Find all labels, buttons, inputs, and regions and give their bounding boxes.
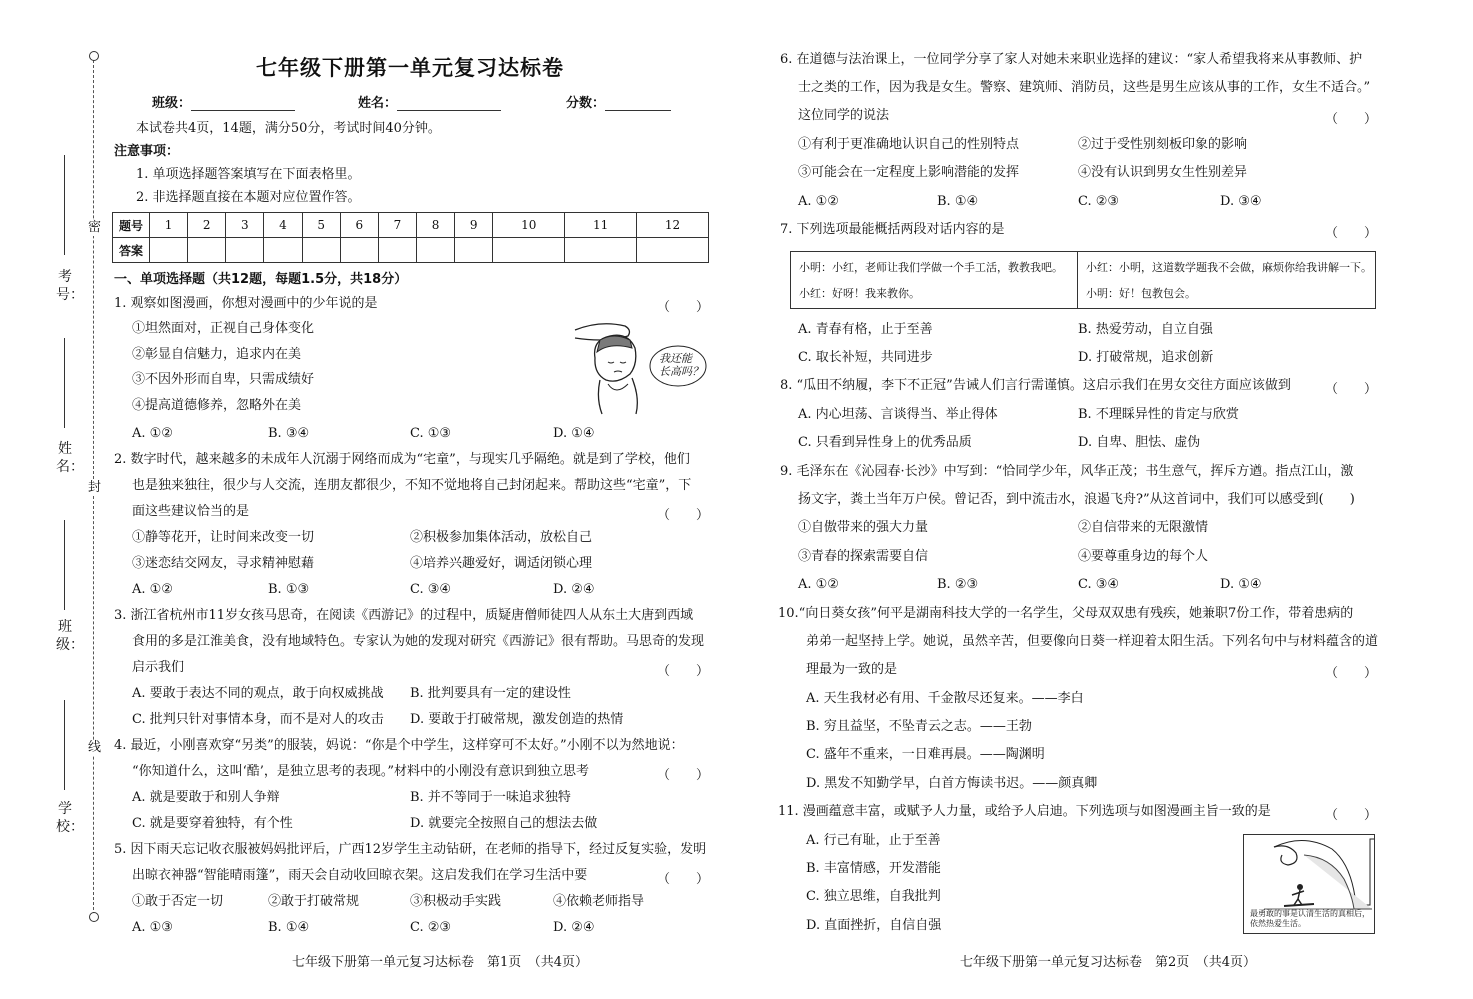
- answer-choice: A. 内心坦荡、言谈得当、举止得体: [798, 407, 998, 422]
- dialogue-left: [791, 252, 1078, 308]
- answer-choice: C. 就是要穿着独特，有个性: [132, 816, 293, 831]
- answer-choice: D. ①④: [553, 426, 595, 441]
- question-number-cell: 1: [150, 213, 188, 238]
- answer-choice: A. 就是要敢于和别人争辩: [132, 790, 280, 805]
- question-number-cell: 7: [378, 213, 416, 238]
- question-number-cell: 11: [565, 213, 637, 238]
- class-field-label: 班级：: [152, 96, 192, 111]
- answer-choice: C. ③④: [410, 582, 452, 597]
- margin-hole: [89, 912, 99, 922]
- cartoon-caption-line: 最勇敢的事是认清生活的真相后，: [1250, 909, 1370, 918]
- dialogue-line: 小红：小明，这道数学题我不会做，麻烦你给我讲解一下。: [1086, 261, 1372, 274]
- answer-choice: B. 穷且益坚，不坠青云之志。——王勃: [806, 719, 1032, 734]
- answer-choice: C. ③④: [1078, 577, 1120, 592]
- section-heading: 一、单项选择题（共12题，每题1.5分，共18分）: [114, 272, 408, 287]
- question-stem: 1. 观察如图漫画，你想对漫画中的少年说的是: [114, 296, 378, 311]
- class-field: [152, 92, 295, 111]
- answer-choice: C. ②③: [1078, 194, 1120, 209]
- answer-choice: C. 独立思维，自我批判: [806, 889, 941, 904]
- question-stem: 7. 下列选项最能概括两段对话内容的是: [780, 222, 1005, 237]
- answer-choice: D. 自卑、胆怯、虚伪: [1078, 435, 1201, 450]
- question-option: ①静等花开，让时间来改变一切: [132, 530, 315, 545]
- question-option: ①坦然面对，正视自己身体变化: [132, 321, 315, 336]
- answer-choice: B. 不理睬异性的肯定与欣赏: [1078, 407, 1239, 422]
- answer-parenthesis: （ ）: [1325, 112, 1378, 127]
- answer-parenthesis: （ ）: [657, 508, 710, 523]
- question-stem: 启示我们: [132, 660, 185, 675]
- answer-choice: C. 取长补短，共同进步: [798, 350, 933, 365]
- answer-table-row-label: 题号: [113, 213, 150, 238]
- answer-table-row-label: 答案: [113, 238, 150, 263]
- question-option: ②敢于打破常规: [268, 894, 360, 909]
- score-input[interactable]: [605, 96, 671, 111]
- answer-parenthesis: （ ）: [1325, 666, 1378, 681]
- answer-choice: C. ①③: [410, 426, 452, 441]
- answer-choice: B. ①④: [937, 194, 979, 209]
- exam-title: 七年级下册第一单元复习达标卷: [256, 56, 564, 80]
- question-stem: 3. 浙江省杭州市11岁女孩马思奇，在阅读《西游记》的过程中，质疑唐僧师徒四人从东土大唐到西域: [114, 608, 694, 623]
- seal-mark-mi: 密: [88, 220, 102, 235]
- answer-choice: C. 盛年不重来，一日难再晨。——陶渊明: [806, 747, 1045, 762]
- speech-bubble: [659, 352, 703, 378]
- answer-cell[interactable]: [493, 238, 565, 263]
- question-option: ③不因外形而自卑，只需成绩好: [132, 372, 315, 387]
- binding-margin: [0, 0, 100, 999]
- notice-item: 2. 非选择题直接在本题对应位置作答。: [136, 190, 361, 205]
- answer-choice: B. 丰富情感，开发潜能: [806, 861, 941, 876]
- answer-choice: A. ①②: [798, 577, 839, 592]
- question-stem: 出晾衣神器“智能晴雨篷”，雨天会自动收回晾衣架。这启发我们在学习生活中要: [132, 868, 588, 883]
- answer-choice: A. ①②: [132, 426, 173, 441]
- answer-parenthesis: （ ）: [1325, 382, 1378, 397]
- question-number-cell: 4: [264, 213, 302, 238]
- question-option: ④没有认识到男女生性别差异: [1078, 165, 1248, 180]
- margin-hole: [89, 51, 99, 61]
- question-stem: 面这些建议恰当的是: [132, 504, 250, 519]
- question-number-cell: 2: [188, 213, 226, 238]
- question-stem: 5. 因下雨天忘记收衣服被妈妈批评后，广西12岁学生主动钻研，在老师的指导下，经过反复实验，发明: [114, 842, 707, 857]
- answer-choice: A. ①②: [132, 582, 173, 597]
- question-stem: 理最为一致的是: [806, 662, 898, 677]
- dialogue-line: 小红：好呀！我来教你。: [799, 287, 920, 300]
- dialogue-box: [790, 251, 1376, 309]
- question-option: ③青春的探索需要自信: [798, 549, 929, 564]
- answer-choice: D. ②④: [553, 920, 595, 935]
- question-stem: 9. 毛泽东在《沁园春·长沙》中写到：“恰同学少年，风华正茂；书生意气，挥斥方遒。指点江山，激: [780, 464, 1354, 479]
- question-number-cell: 9: [455, 213, 493, 238]
- speech-bubble-line: 长高吗？: [659, 365, 703, 378]
- score-field-label: 分数：: [566, 96, 606, 111]
- question-option: ④培养兴趣爱好，调适闭锁心理: [410, 556, 593, 571]
- name-field-label: 姓名：: [358, 96, 398, 111]
- answer-choice: C. ②③: [410, 920, 452, 935]
- class-label: 班级：: [56, 619, 84, 653]
- answer-choice: A. ①③: [132, 920, 173, 935]
- answer-parenthesis: （ ）: [657, 664, 710, 679]
- answer-cell[interactable]: [340, 238, 378, 263]
- answer-cell[interactable]: [188, 238, 226, 263]
- question-number-cell: 12: [637, 213, 709, 238]
- score-field: [566, 92, 671, 111]
- question-number-cell: 10: [493, 213, 565, 238]
- question-stem: 士之类的工作，因为我是女生。警察、建筑师、消防员，这些是男生应该从事的工作，女生不适合。”: [798, 80, 1371, 95]
- exam-intro: 本试卷共4页，14题，满分50分，考试时间40分钟。: [136, 121, 441, 136]
- answer-choice: A. ①②: [798, 194, 839, 209]
- answer-choice: D. ①④: [1220, 577, 1262, 592]
- question-stem: 4. 最近，小刚喜欢穿“另类”的服装，妈说：“你是个中学生，这样穿可不太好。”小刚不以为然地说：: [114, 738, 684, 753]
- answer-table: [112, 212, 709, 263]
- answer-choice: C. 批判只针对事情本身，而不是对人的攻击: [132, 712, 384, 727]
- question-option: ④依赖老师指导: [553, 894, 645, 909]
- answer-cell[interactable]: [565, 238, 637, 263]
- answer-choice: D. 要敢于打破常规，激发创造的热情: [410, 712, 624, 727]
- answer-choice: A. 要敢于表达不同的观点，敢于向权威挑战: [132, 686, 384, 701]
- answer-choice: B. 并不等同于一味追求独特: [410, 790, 571, 805]
- question-number-cell: 3: [226, 213, 264, 238]
- answer-parenthesis: （ ）: [657, 872, 710, 887]
- question-number-cell: 8: [416, 213, 454, 238]
- question-option: ①有利于更准确地认识自己的性别特点: [798, 137, 1020, 152]
- question-number-cell: 6: [340, 213, 378, 238]
- answer-choice: D. ②④: [553, 582, 595, 597]
- answer-table-header-row: [113, 213, 709, 238]
- question-stem: 也是独来独往，很少与人交流，连朋友都很少，不知不觉地将自己封闭起来。帮助这些“宅童”，下: [132, 478, 692, 493]
- exam-number-label: 考号：: [56, 269, 84, 303]
- answer-parenthesis: （ ）: [657, 768, 710, 783]
- question-stem: 8. “瓜田不纳履，李下不正冠”告诫人们言行需谨慎。这启示我们在男女交往方面应该做到: [780, 378, 1291, 393]
- answer-choice: D. ③④: [1220, 194, 1262, 209]
- question-option: ②过于受性别刻板印象的影响: [1078, 137, 1248, 152]
- seal-mark-feng: 封: [88, 480, 102, 495]
- answer-cell[interactable]: [455, 238, 493, 263]
- question-number-cell: 5: [302, 213, 340, 238]
- name-input[interactable]: [397, 96, 501, 111]
- question-option: ②自信带来的无限激情: [1078, 520, 1209, 535]
- cartoon-caption: [1250, 909, 1370, 929]
- answer-choice: B. 热爱劳动，自立自强: [1078, 322, 1213, 337]
- answer-cell[interactable]: [302, 238, 340, 263]
- question-stem: 6. 在道德与法治课上，一位同学分享了家人对她未来职业选择的建议：“家人希望我将来从事教师、护: [780, 52, 1363, 67]
- name-blank[interactable]: [64, 338, 65, 428]
- speech-bubble-line: 我还能: [659, 352, 692, 365]
- answer-choice: B. ①③: [268, 582, 310, 597]
- cartoon-boy-head-pat: [570, 318, 710, 416]
- cartoon-surfer-wave: [1243, 834, 1375, 934]
- question-option: ②彰显自信魅力，追求内在美: [132, 347, 302, 362]
- cartoon-caption-line: 依然热爱生活。: [1250, 919, 1306, 928]
- question-option: ①敢于否定一切: [132, 894, 224, 909]
- school-label: 学校：: [56, 801, 84, 835]
- question-stem: 11. 漫画蕴意丰富，或赋予人力量，或给予人启迪。下列选项与如图漫画主旨一致的是: [778, 804, 1271, 819]
- name-field: [358, 92, 501, 111]
- answer-choice: D. 黑发不知勤学早，白首方悔读书迟。——颜真卿: [806, 776, 1098, 791]
- question-stem: 这位同学的说法: [798, 108, 890, 123]
- answer-cell[interactable]: [416, 238, 454, 263]
- question-option: ②积极参加集体活动，放松自己: [410, 530, 593, 545]
- notice-item: 1. 单项选择题答案填写在下面表格里。: [136, 167, 361, 182]
- question-option: ③可能会在一定程度上影响潜能的发挥: [798, 165, 1020, 180]
- answer-choice: A. 行己有耻，止于至善: [806, 833, 941, 848]
- dialogue-line: 小明：好！包教包会。: [1086, 287, 1196, 300]
- notice-heading: 注意事项：: [114, 144, 180, 159]
- answer-cell[interactable]: [637, 238, 709, 263]
- answer-cell[interactable]: [378, 238, 416, 263]
- question-stem: 扬文字，粪土当年万户侯。曾记否，到中流击水，浪遏飞舟?”从这首词中，我们可以感受到( ): [798, 492, 1355, 507]
- exam-number-blank[interactable]: [64, 155, 65, 255]
- answer-choice: D. 直面挫折，自信自强: [806, 918, 942, 933]
- answer-choice: D. 打破常规，追求创新: [1078, 350, 1214, 365]
- question-stem: “你知道什么，这叫‘酷’，是独立思考的表现。”材料中的小刚没有意识到独立思考: [132, 764, 590, 779]
- question-stem: 2. 数字时代，越来越多的未成年人沉溺于网络而成为“宅童”，与现实几乎隔绝。就是到了学校，他们: [114, 452, 690, 467]
- answer-parenthesis: （ ）: [1325, 808, 1378, 823]
- answer-cell[interactable]: [226, 238, 264, 263]
- dialogue-right: [1078, 252, 1375, 308]
- answer-choice: B. ①④: [268, 920, 310, 935]
- question-option: ①自傲带来的强大力量: [798, 520, 929, 535]
- answer-cell[interactable]: [150, 238, 188, 263]
- answer-choice: C. 只看到异性身上的优秀品质: [798, 435, 972, 450]
- question-option: ③迷恋结交网友，寻求精神慰藉: [132, 556, 315, 571]
- question-stem: 10.“向日葵女孩”何平是湖南科技大学的一名学生，父母双双患有残疾，她兼职7份工作，带着患病的: [778, 606, 1354, 621]
- answer-parenthesis: （ ）: [657, 300, 710, 315]
- school-blank[interactable]: [64, 700, 65, 790]
- answer-parenthesis: （ ）: [1325, 226, 1378, 241]
- answer-choice: A. 天生我材必有用、千金散尽还复来。——李白: [806, 691, 1084, 706]
- name-label: 姓名：: [56, 441, 84, 475]
- class-input[interactable]: [191, 96, 295, 111]
- answer-choice: B. 批判要具有一定的建设性: [410, 686, 571, 701]
- question-option: ③积极动手实践: [410, 894, 502, 909]
- page-footer-2: 七年级下册第一单元复习达标卷 第2页 （共4页）: [960, 955, 1257, 970]
- answer-cell[interactable]: [264, 238, 302, 263]
- dialogue-line: 小明：小红，老师让我们学做一个手工活，教教我吧。: [799, 261, 1063, 274]
- question-option: ④提高道德修养，忽略外在美: [132, 398, 302, 413]
- class-blank[interactable]: [64, 520, 65, 610]
- question-stem: 食用的多是江淮美食，没有地域特色。专家认为她的发现对研究《西游记》很有帮助。马思奇的发现: [132, 634, 705, 649]
- answer-choice: D. 就要完全按照自己的想法去做: [410, 816, 598, 831]
- page-footer-1: 七年级下册第一单元复习达标卷 第1页 （共4页）: [292, 955, 589, 970]
- answer-choice: B. ③④: [268, 426, 310, 441]
- answer-choice: B. ②③: [937, 577, 979, 592]
- question-option: ④要尊重身边的每个人: [1078, 549, 1209, 564]
- answer-table-answer-row: [113, 238, 709, 263]
- cartoon-drawing: [1244, 835, 1374, 915]
- question-stem: 弟弟一起坚持上学。她说，虽然辛苦，但要像向日葵一样迎着太阳生活。下列名句中与材料蕴含的道: [806, 634, 1379, 649]
- answer-choice: A. 青春有格，止于至善: [798, 322, 933, 337]
- seal-mark-xian: 线: [88, 740, 102, 755]
